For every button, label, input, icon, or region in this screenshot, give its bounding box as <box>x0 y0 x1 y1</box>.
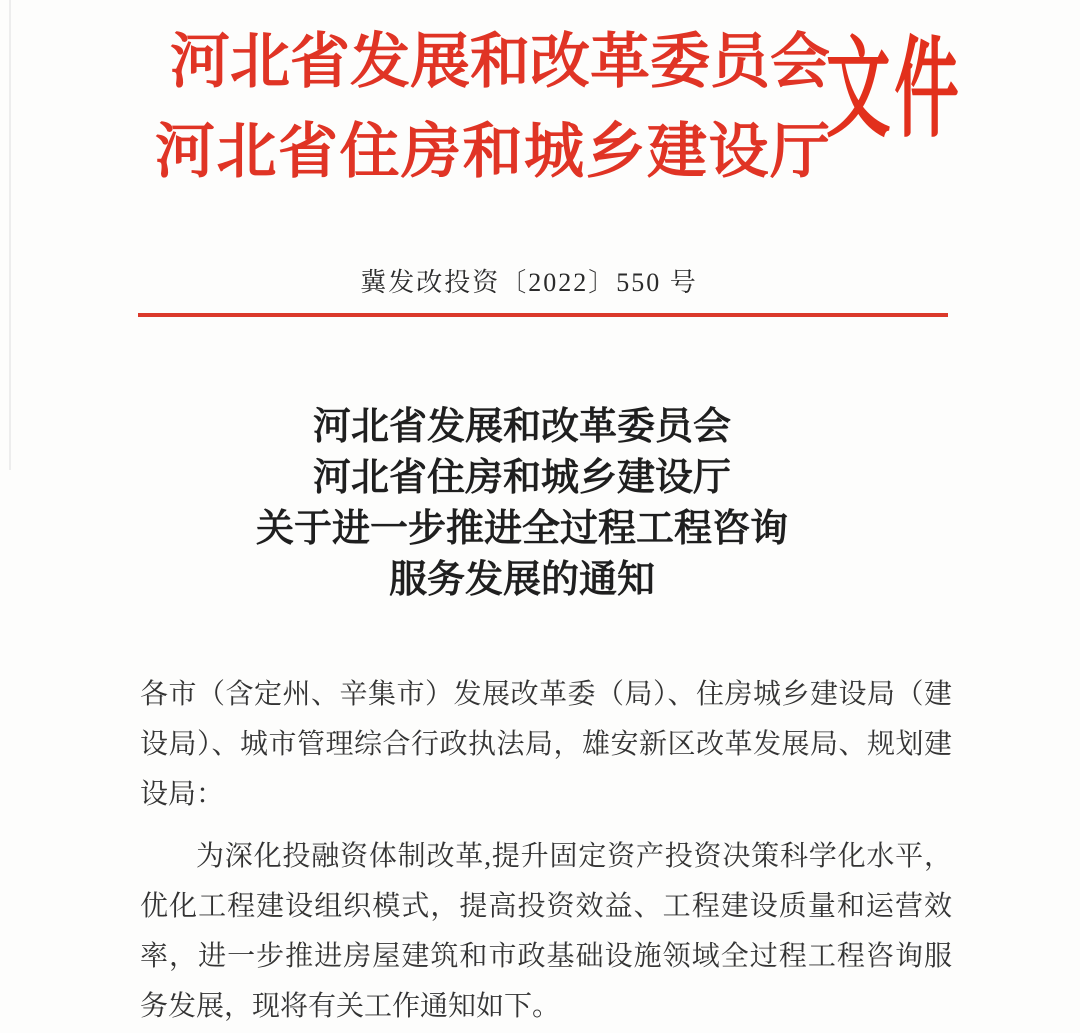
scan-artifact-line <box>9 0 11 470</box>
document-title-line-2: 河北省住房和城乡建设厅 <box>312 457 731 499</box>
document-number: 冀发改投资〔2022〕550 号 <box>360 268 698 297</box>
intro-line-4: 务发展，现将有关工作通知如下。 <box>140 991 561 1022</box>
addressee-line-3: 设局： <box>140 779 225 810</box>
document-title-line-1: 河北省发展和改革委员会 <box>312 406 731 448</box>
intro-paragraph <box>140 832 952 1032</box>
intro-line-2: 优化工程建设组织模式，提高投资效益、工程建设质量和运营效 <box>140 891 952 922</box>
addressee-line-1: 各市（含定州、辛集市）发展改革委（局）、住房城乡建设局（建 <box>140 679 952 710</box>
document-title-line-3: 关于进一步推进全过程工程咨询 <box>255 508 788 550</box>
red-divider-rule <box>138 313 948 317</box>
intro-line-1: 为深化投融资体制改革,提升固定资产投资决策科学化水平， <box>196 841 952 872</box>
intro-line-3: 率，进一步推进房屋建筑和市政基础设施领域全过程工程咨询服 <box>140 941 952 972</box>
document-body <box>140 670 952 1032</box>
addressee-line-2: 设局）、城市管理综合行政执法局，雄安新区改革发展局、规划建 <box>140 729 952 760</box>
letterhead-agency-line1: 河北省发展和改革委员会 <box>170 29 830 95</box>
letterhead-document-label: 文件 <box>826 29 963 151</box>
document-title-line-4: 服务发展的通知 <box>388 559 655 601</box>
addressee-paragraph <box>140 670 952 820</box>
letterhead-agency-line2: 河北省住房和城乡建设厅 <box>155 119 832 185</box>
document-title <box>97 402 947 606</box>
